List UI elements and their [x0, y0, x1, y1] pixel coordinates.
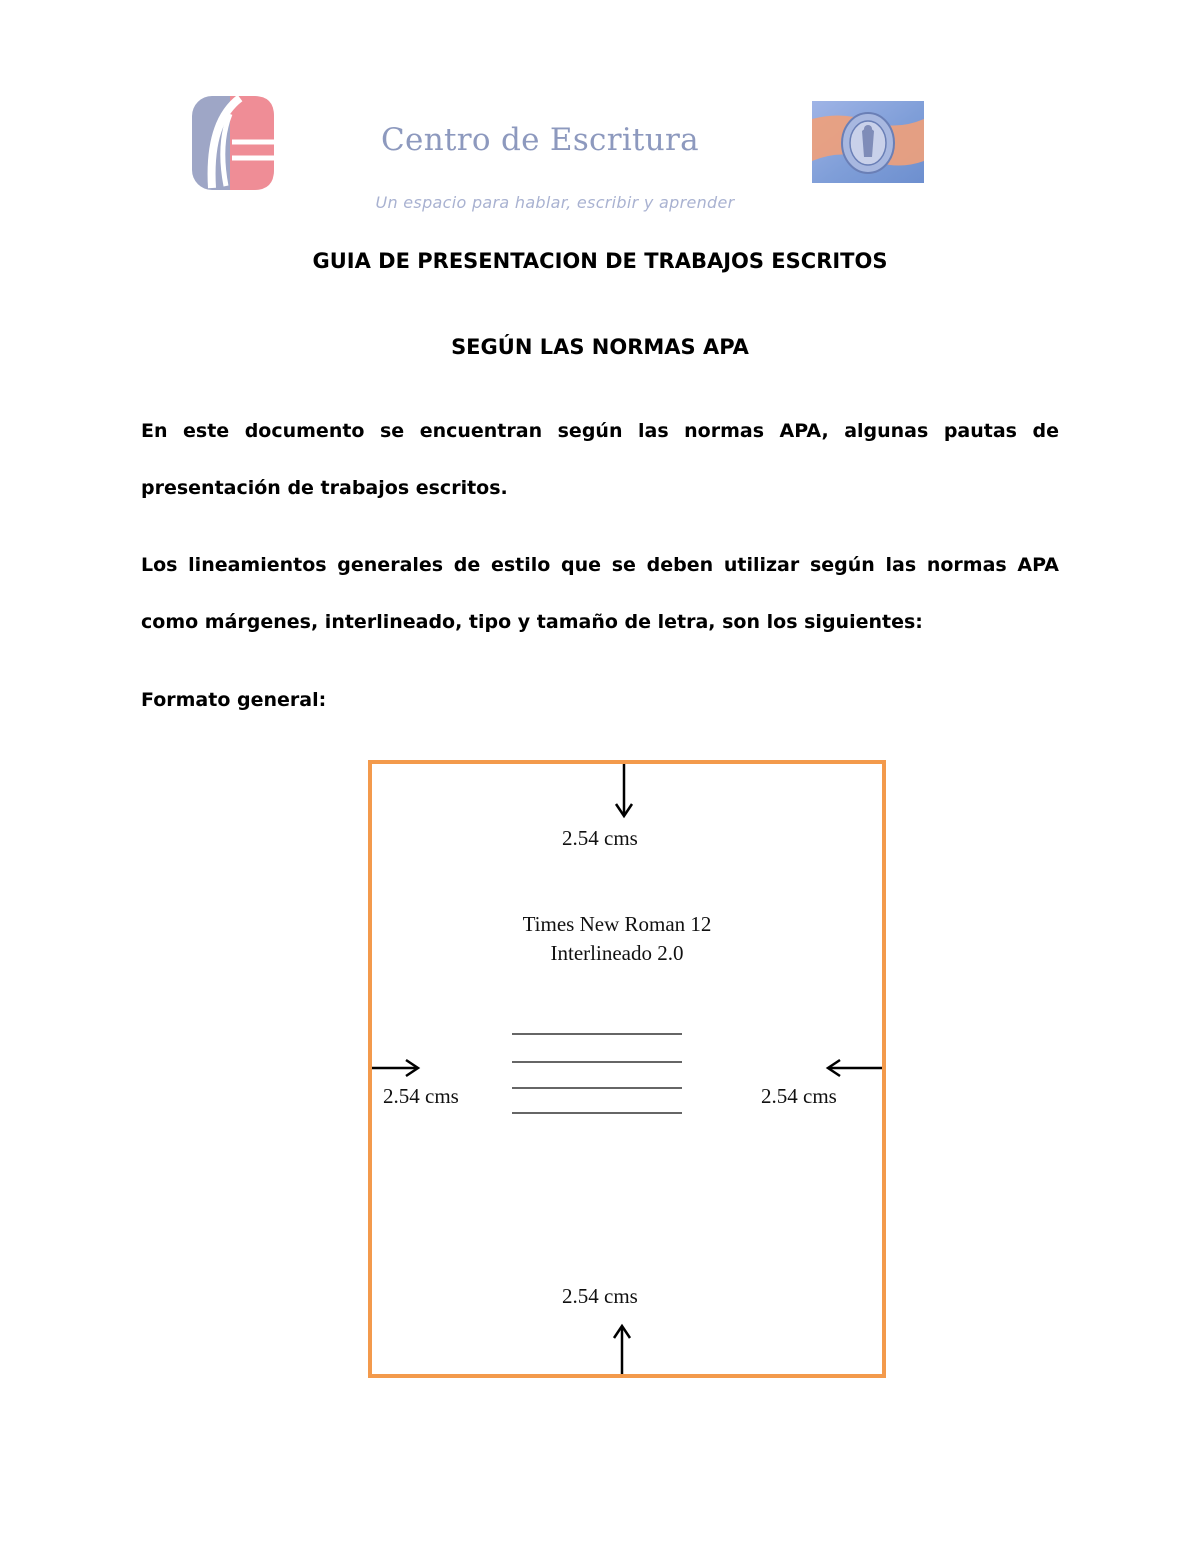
- brand-title: Centro de Escritura: [381, 122, 699, 158]
- section-label-formato: Formato general:: [141, 689, 327, 711]
- brand-tagline: Un espacio para hablar, escribir y aprender: [375, 193, 735, 212]
- text-placeholder-lines: [512, 1034, 682, 1113]
- guidelines-paragraph: Los lineamientos generales de estilo que se deben utilizar según las normas APA como márgenes, interlineado, tipo y tamaño de letra, son los siguientes:: [141, 554, 1059, 633]
- margin-bottom-label: 2.54 cms: [562, 1284, 638, 1308]
- document-title: GUIA DE PRESENTACION DE TRABAJOS ESCRITOS: [312, 249, 888, 273]
- centro-escritura-logo-icon: [190, 94, 276, 192]
- university-seal-icon: [812, 101, 924, 183]
- page-format-diagram: [368, 760, 886, 1378]
- font-spec-label: Times New Roman 12: [522, 912, 712, 936]
- arrow-right-icon: [372, 1060, 418, 1076]
- arrow-left-icon: [828, 1060, 882, 1076]
- arrow-up-icon: [614, 1326, 630, 1374]
- margin-right-label: 2.54 cms: [761, 1084, 837, 1108]
- margin-left-label: 2.54 cms: [383, 1084, 459, 1108]
- spacing-spec-label: Interlineado 2.0: [550, 941, 684, 965]
- arrow-down-icon: [616, 764, 632, 816]
- document-subtitle: SEGÚN LAS NORMAS APA: [451, 335, 749, 359]
- margin-top-label: 2.54 cms: [562, 826, 638, 850]
- intro-paragraph: En este documento se encuentran según las normas APA, algunas pautas de presentación de trabajos escritos.: [141, 420, 1059, 499]
